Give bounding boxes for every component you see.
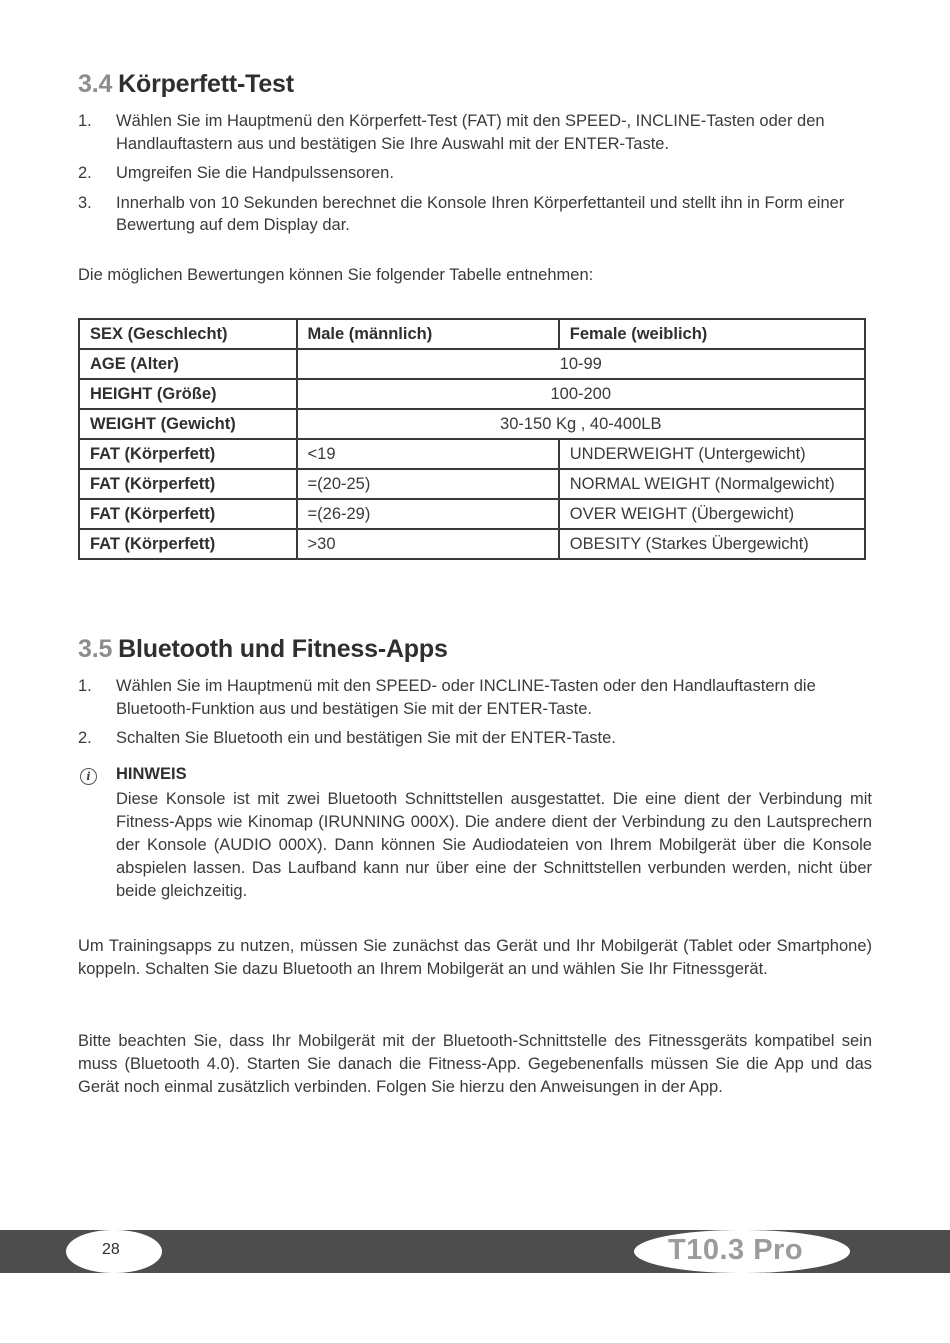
table-row bbox=[79, 409, 865, 439]
table-row bbox=[79, 499, 865, 529]
info-icon: i bbox=[80, 768, 97, 785]
fat-rating: UNDERWEIGHT (Untergewicht) bbox=[559, 439, 865, 469]
body-fat-table bbox=[78, 318, 866, 560]
fat-range: =(20-25) bbox=[297, 469, 559, 499]
compatibility-paragraph: Bitte beachten Sie, dass Ihr Mobilgerät mit der Bluetooth-Schnittstelle des Fitnessgeräts kompatibel sein muss (Bluetooth 4.0). Starten Sie danach die Fitness-App. Gegebenenfalls müssen Sie die App und das Gerät noch einmal zusätzlich verbinden. Folgen Sie hierzu den Anweisungen in der App. bbox=[78, 1032, 872, 1096]
pairing-paragraph: Um Trainingsapps zu nutzen, müssen Sie zunächst das Gerät und Ihr Mobilgerät (Tablet oder Smartphone) koppeln. Schalten Sie dazu Bluetooth an Ihrem Mobilgerät an und wählen Sie Ihr Fitnessgerät. bbox=[78, 937, 872, 978]
table-row bbox=[79, 319, 865, 349]
model-name: T10.3 Pro bbox=[668, 1234, 804, 1266]
table-intro: Die möglichen Bewertungen können Sie folgender Tabelle entnehmen: bbox=[78, 266, 594, 284]
row-label: HEIGHT (Größe) bbox=[79, 379, 297, 409]
row-label: FAT (Körperfett) bbox=[79, 439, 297, 469]
section-number: 3.4 bbox=[78, 70, 113, 98]
fat-range: <19 bbox=[297, 439, 559, 469]
fat-range: >30 bbox=[297, 529, 559, 559]
section-number: 3.5 bbox=[78, 635, 113, 663]
fat-range: =(26-29) bbox=[297, 499, 559, 529]
row-value: 100-200 bbox=[297, 379, 865, 409]
fat-rating: NORMAL WEIGHT (Normalgewicht) bbox=[559, 469, 865, 499]
header-male: Male (männlich) bbox=[297, 319, 559, 349]
header-sex: SEX (Geschlecht) bbox=[79, 319, 297, 349]
table-row bbox=[79, 439, 865, 469]
fat-test-steps bbox=[78, 110, 872, 244]
row-label: FAT (Körperfett) bbox=[79, 499, 297, 529]
list-item: 2. Schalten Sie Bluetooth ein und bestätigen Sie mit der ENTER-Taste. bbox=[78, 729, 616, 747]
row-value: 30-150 Kg , 40-400LB bbox=[297, 409, 865, 439]
page-number: 28 bbox=[102, 1241, 120, 1258]
section-heading-bluetooth bbox=[78, 635, 448, 664]
header-female: Female (weiblich) bbox=[559, 319, 865, 349]
list-item: 1. Wählen Sie im Hauptmenü den Körperfett-Test (FAT) mit den SPEED-, INCLINE-Tasten oder den Handlauftastern aus und bestätigen Sie Ihre Auswahl mit der ENTER-Taste. bbox=[78, 112, 825, 153]
note-body: Diese Konsole ist mit zwei Bluetooth Schnittstellen ausgestattet. Die eine dient der Verbindung mit Fitness-Apps wie Kinomap (IRUNNING 000X). Die andere dient der Verbindung zu den Lautsprechern der Konsole (AUDIO 000X). Dann können Sie Audiodateien von Ihrem Mobilgerät über die Konsole abspielen lassen. Das Laufband kann nur über eine der Schnittstellen verbunden werden, nicht über beide gleichzeitig. bbox=[116, 790, 872, 900]
section-heading-fat-test bbox=[78, 70, 294, 99]
table-row bbox=[79, 469, 865, 499]
bluetooth-steps bbox=[78, 675, 872, 757]
table-row bbox=[79, 379, 865, 409]
section-title: Körperfett-Test bbox=[118, 70, 294, 98]
list-item: 1. Wählen Sie im Hauptmenü mit den SPEED- oder INCLINE-Tasten oder den Handlauftastern die Bluetooth-Funktion aus und bestätigen Sie mit der ENTER-Taste. bbox=[78, 677, 816, 718]
row-label: WEIGHT (Gewicht) bbox=[79, 409, 297, 439]
row-label: AGE (Alter) bbox=[79, 349, 297, 379]
section-title: Bluetooth und Fitness-Apps bbox=[118, 635, 448, 663]
table-row bbox=[79, 349, 865, 379]
row-label: FAT (Körperfett) bbox=[79, 469, 297, 499]
row-label: FAT (Körperfett) bbox=[79, 529, 297, 559]
note-title: HINWEIS bbox=[116, 765, 187, 783]
list-item: 2. Umgreifen Sie die Handpulssensoren. bbox=[78, 164, 394, 182]
list-item: 3. Innerhalb von 10 Sekunden berechnet die Konsole Ihren Körperfettanteil und stellt ihn in Form einer Bewertung auf dem Display dar. bbox=[78, 193, 845, 234]
fat-rating: OVER WEIGHT (Übergewicht) bbox=[559, 499, 865, 529]
row-value: 10-99 bbox=[297, 349, 865, 379]
table-row bbox=[79, 529, 865, 559]
fat-rating: OBESITY (Starkes Übergewicht) bbox=[559, 529, 865, 559]
